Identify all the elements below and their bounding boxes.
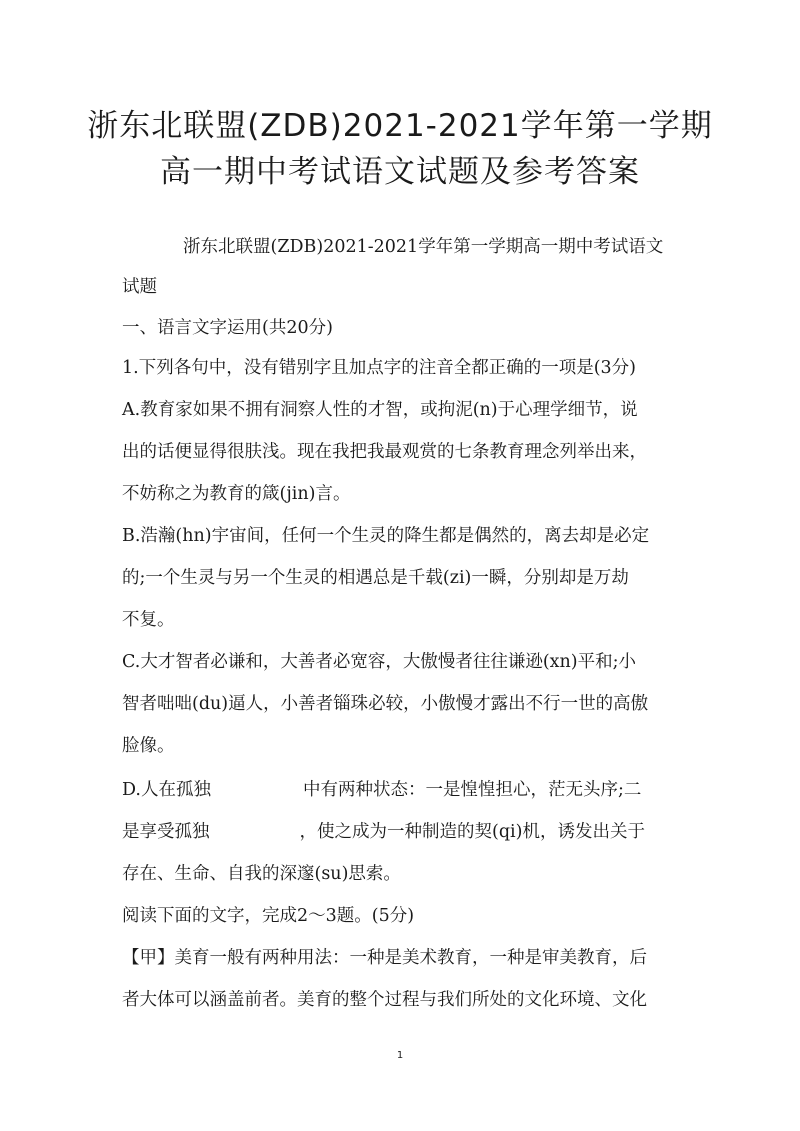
option-d-text: 是享受孤独 xyxy=(122,822,210,842)
reading-instruction: 阅读下面的文字，完成2～3题。(5分) xyxy=(122,906,415,926)
option-a-line: A.教育家如果不拥有洞察人性的才智，或拘泥(n)于心理学细节，说 xyxy=(122,400,638,420)
option-c-line: C.大才智者必谦和，大善者必宽容，大傲慢者往往谦逊(xn)平和;小 xyxy=(122,652,637,672)
option-d-line xyxy=(122,778,641,802)
option-c-line: 智者咄咄(du)逼人，小善者锱珠必较，小傲慢才露出不行一世的高傲 xyxy=(122,694,649,714)
section-heading: 一、语言文字运用(共20分) xyxy=(122,318,333,338)
option-a-line: 不妨称之为教育的箴(jin)言。 xyxy=(122,484,351,504)
option-d-text: 中有两种状态：一是惶惶担心，茫无头序;二 xyxy=(302,780,642,800)
option-a-line: 出的话便显得很肤浅。现在我把我最观赏的七条教育理念列举出来， xyxy=(122,442,647,462)
intro-line: 浙东北联盟(ZDB)2021-2021学年第一学期高一期中考试语文 xyxy=(183,237,664,257)
intro-line: 试题 xyxy=(122,277,157,297)
document-title-line1: 浙东北联盟(ZDB)2021-2021学年第一学期 xyxy=(87,108,713,144)
option-d-line: 存在、生命、自我的深邃(su)思索。 xyxy=(122,864,401,884)
option-d-text: D.人在孤独 xyxy=(122,780,211,800)
page-number: 1 xyxy=(396,1050,404,1061)
document-title-line2: 高一期中考试语文试题及参考答案 xyxy=(160,154,640,190)
option-b-line: 的;一个生灵与另一个生灵的相遇总是千载(zi)一瞬，分别却是万劫 xyxy=(122,568,629,588)
option-d-text: ，使之成为一种制造的契(qi)机，诱发出关于 xyxy=(299,822,645,842)
option-c-line: 脸像。 xyxy=(122,736,175,756)
option-d-line xyxy=(122,820,645,844)
question-stem: 1.下列各句中，没有错别字且加点字的注音全都正确的一项是(3分) xyxy=(122,358,636,378)
passage-jia-line: 【甲】美育一般有两种用法：一种是美术教育，一种是审美教育，后 xyxy=(122,948,647,968)
option-b-line: B.浩瀚(hn)宇宙间，任何一个生灵的降生都是偶然的，离去却是必定 xyxy=(122,526,650,546)
passage-jia-line: 者大体可以涵盖前者。美育的整个过程与我们所处的文化环境、文化 xyxy=(122,990,647,1010)
option-b-line: 不复。 xyxy=(122,610,175,630)
